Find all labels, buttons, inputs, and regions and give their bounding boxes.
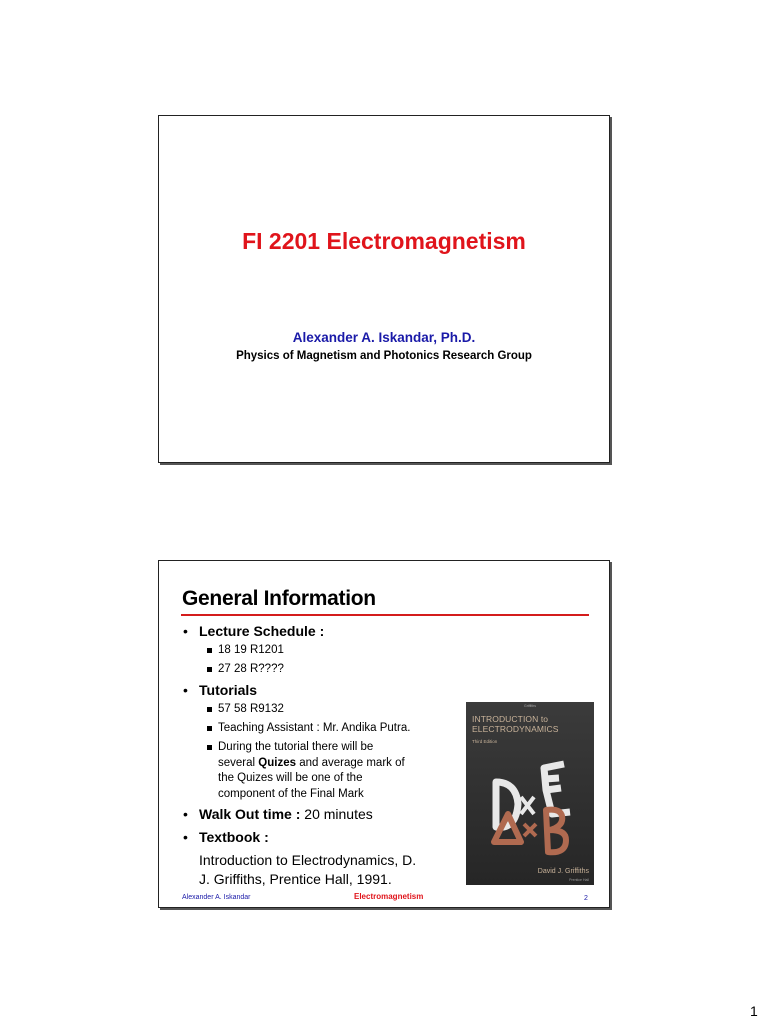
bullet-walkout (183, 806, 373, 822)
walkout-value: 20 minutes (304, 806, 373, 822)
bullet-dot-icon: • (183, 682, 188, 698)
square-bullet-icon (207, 707, 212, 712)
sub-bullet (207, 702, 284, 718)
bullet-textbook (183, 829, 269, 845)
square-bullet-icon (207, 667, 212, 672)
course-title: FI 2201 Electromagnetism (242, 228, 526, 254)
lecture-slot-1: 18 19 R1201 (218, 644, 284, 656)
walkout-label: Walk Out time : (199, 806, 301, 822)
page-number: 1 (750, 1003, 758, 1019)
slide-heading: General Information (182, 587, 376, 610)
sub-bullet (207, 740, 407, 802)
bullet-dot-icon: • (183, 806, 188, 822)
square-bullet-icon (207, 726, 212, 731)
heading-rule (181, 614, 589, 616)
textbook-label: Textbook : (199, 829, 269, 845)
quiz-note-pre: During the tutorial there will be several (218, 741, 374, 769)
cover-title-line-2: ELECTRODYNAMICS (472, 724, 559, 734)
author-name: Alexander A. Iskandar, Ph.D. (292, 330, 476, 345)
square-bullet-icon (207, 745, 212, 750)
square-bullet-icon (207, 648, 212, 653)
slide-title (158, 115, 610, 463)
sub-bullet (207, 662, 284, 678)
cover-title-line-1: INTRODUCTION to (472, 714, 549, 724)
cover-top-text: Griffiths (524, 704, 536, 708)
tutorials-label: Tutorials (199, 682, 258, 698)
footer-slide-number: 2 (584, 895, 588, 902)
textbook-cover-image (466, 702, 594, 885)
del-cross-e-art (494, 764, 570, 852)
cover-publisher: Prentice Hall (569, 878, 589, 882)
textbook-line-2: J. Griffiths, Prentice Hall, 1991. (199, 871, 392, 887)
sub-bullet (207, 643, 284, 659)
textbook-line-1: Introduction to Electrodynamics, D. (199, 852, 417, 868)
cover-artwork (466, 702, 594, 885)
bullet-lecture-schedule (183, 623, 324, 639)
quiz-note-bold: Quizes (258, 756, 296, 769)
bullet-dot-icon: • (183, 623, 188, 639)
research-group: Physics of Magnetism and Photonics Research Group (236, 350, 532, 362)
footer-course: Electromagnetism (354, 892, 424, 901)
quiz-note-post: and average mark of the Quizes will be one of the component of the Final Mark (218, 756, 405, 800)
textbook-reference (199, 851, 416, 889)
sub-bullet (207, 721, 410, 737)
lecture-slot-2: 27 28 R???? (218, 663, 284, 675)
bullet-tutorials (183, 682, 257, 698)
footer-author: Alexander A. Iskandar (182, 894, 251, 901)
lecture-label: Lecture Schedule : (199, 623, 325, 639)
cover-author: David J. Griffiths (537, 868, 589, 875)
quiz-note (218, 740, 407, 802)
cover-edition: Third Edition (472, 739, 498, 744)
tutorial-slot: 57 58 R9132 (218, 703, 284, 715)
teaching-assistant: Teaching Assistant : Mr. Andika Putra. (218, 722, 411, 734)
slide-general-information (158, 560, 610, 908)
bullet-dot-icon: • (183, 829, 188, 845)
